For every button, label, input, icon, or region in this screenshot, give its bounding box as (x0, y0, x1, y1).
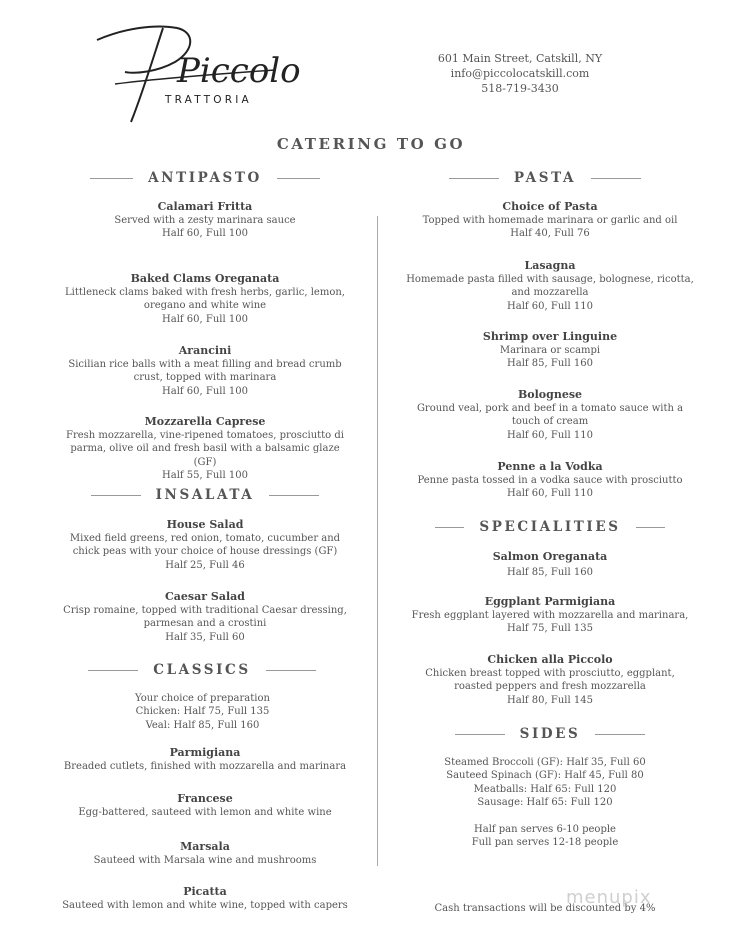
svg-text:Piccolo: Piccolo (177, 51, 301, 91)
menu-item: Francese Egg-battered, sauteed with lemon and white wine (78, 792, 332, 818)
menu-item: Lasagna Homemade pasta filled with sausage, bolognese, ricotta, and mozzarella Half 60, Full 110 (406, 259, 694, 312)
serving-info: Half pan serves 6-10 people Full pan serves 12-18 people (471, 824, 619, 849)
brand-subtitle: TRATTORIA (165, 94, 252, 106)
menu-item: Shrimp over Linguine Marinara or scampi Half 85, Full 160 (482, 330, 618, 370)
menu-item: Arancini Sicilian rice balls with a meat filling and bread crumb crust, topped with marinara Half 60, Full 100 (68, 344, 342, 397)
section-antipasto: ANTIPASTO (90, 170, 320, 186)
piccolo-script-logo (95, 22, 301, 132)
menu-item: Salmon Oreganata Half 85, Full 160 (492, 550, 608, 578)
contact-block (420, 51, 620, 96)
menu-item: Bolognese Ground veal, pork and beef in a tomato sauce with a touch of cream Half 60, Full 110 (416, 388, 684, 441)
menu-item: Calamari Fritta Served with a zesty marinara sauce Half 60, Full 100 (114, 200, 296, 240)
section-classics: CLASSICS (87, 662, 317, 678)
watermark: menupix (566, 887, 652, 908)
menu-item: Caesar Salad Crisp romaine, topped with traditional Caesar dressing, parmesan and a crostini Half 35, Full 60 (63, 590, 347, 643)
footer-note: Cash transactions will be discounted by 4% (434, 903, 656, 914)
phone[interactable]: 518-719-3430 (481, 82, 559, 95)
sides-list: Steamed Broccoli (GF): Half 35, Full 60 Sauteed Spinach (GF): Half 45, Full 80 Meatballs: Half 65: Full 120 Sausage: Half 65: Full 120 (444, 757, 646, 808)
address: 601 Main Street, Catskill, NY (437, 52, 603, 65)
section-specialities: SPECIALITIES (435, 519, 665, 535)
section-sides: SIDES (435, 726, 665, 742)
menu-item: Eggplant Parmigiana Fresh eggplant layered with mozzarella and marinara, Half 75, Full 135 (411, 595, 689, 635)
menu-item: Parmigiana Breaded cutlets, finished with mozzarella and marinara (63, 746, 347, 772)
menu-item: Chicken alla Piccolo Chicken breast topped with prosciutto, eggplant, roasted peppers and fresh mozzarella Half 80, Full 145 (425, 653, 675, 706)
menu-item: Penne a la Vodka Penne pasta tossed in a vodka sauce with prosciutto Half 60, Full 110 (417, 460, 683, 500)
menu-item: Choice of Pasta Topped with homemade marinara or garlic and oil Half 40, Full 76 (422, 200, 678, 240)
menu-item: Baked Clams Oreganata Littleneck clams baked with fresh herbs, garlic, lemon, oregano and white wine Half 60, Full 100 (65, 272, 345, 325)
column-divider (377, 216, 378, 866)
classics-intro: Your choice of preparation Chicken: Half 75, Full 135 Veal: Half 85, Full 160 (135, 693, 270, 731)
page-title: CATERING TO GO (276, 135, 466, 153)
section-insalata: INSALATA (90, 487, 320, 503)
menu-item: Marsala Sauteed with Marsala wine and mushrooms (93, 840, 317, 866)
menu-item: Picatta Sauteed with lemon and white wine, topped with capers (62, 885, 348, 911)
menu-item: Mozzarella Caprese Fresh mozzarella, vine-ripened tomatoes, prosciutto di parma, olive oil and fresh basil with a balsamic glaze (GF) Half 55, Full 100 (66, 415, 344, 481)
section-pasta: PASTA (430, 170, 660, 186)
email[interactable]: info@piccolocatskill.com (450, 67, 590, 80)
menu-item: House Salad Mixed field greens, red onion, tomato, cucumber and chick peas with your choice of house dressings (GF) Half 25, Full 46 (69, 518, 341, 571)
